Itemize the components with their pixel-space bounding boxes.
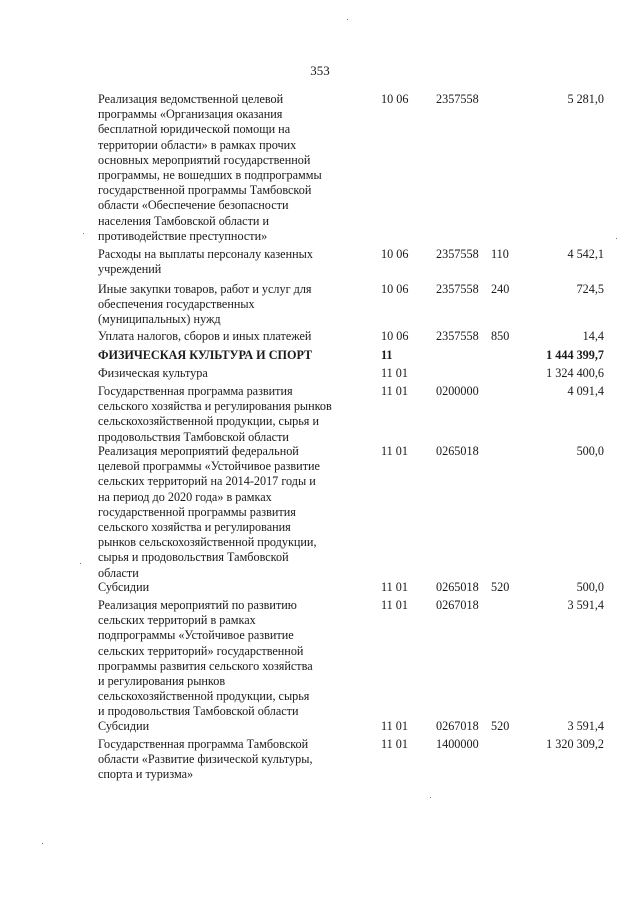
table-row bbox=[98, 92, 604, 244]
description-line: учреждений bbox=[98, 262, 162, 277]
description-line: и регулирования рынков bbox=[98, 674, 226, 689]
description-line: и продовольствия Тамбовской области bbox=[98, 704, 299, 719]
table-row bbox=[98, 247, 604, 277]
row-amount: 724,5 bbox=[576, 282, 604, 296]
row-target-code: 2357558 bbox=[436, 329, 479, 343]
description-line: сельскохозяйственной продукции, сырья bbox=[98, 689, 310, 704]
row-amount: 1 320 309,2 bbox=[546, 737, 604, 751]
row-amount: 5 281,0 bbox=[567, 92, 604, 106]
row-amount: 500,0 bbox=[576, 580, 604, 594]
table-row bbox=[98, 598, 604, 720]
description-line: противодействие преступности» bbox=[98, 228, 268, 243]
row-target-code: 0200000 bbox=[436, 384, 479, 398]
description-line: Уплата налогов, сборов и иных платежей bbox=[98, 329, 312, 343]
description-line: Расходы на выплаты персоналу казенных bbox=[98, 247, 313, 261]
table-row bbox=[98, 348, 604, 363]
description-line: области «Обеспечение безопасности bbox=[98, 198, 289, 213]
table-row bbox=[98, 384, 604, 445]
scan-speck bbox=[42, 843, 43, 844]
row-amount: 500,0 bbox=[576, 444, 604, 458]
row-expense-type-code: 240 bbox=[491, 282, 510, 296]
row-section-code: 11 01 bbox=[381, 366, 408, 380]
row-target-code: 0267018 bbox=[436, 719, 479, 733]
description-line: Государственная программа развития bbox=[98, 384, 293, 398]
row-description bbox=[98, 719, 360, 734]
row-target-code: 2357558 bbox=[436, 247, 479, 261]
row-target-code: 2357558 bbox=[436, 92, 479, 106]
row-description bbox=[98, 366, 360, 381]
scan-speck bbox=[80, 563, 81, 564]
row-target-code: 0265018 bbox=[436, 580, 479, 594]
description-line: сельских территорий на 2014-2017 годы и bbox=[98, 474, 316, 489]
table-row bbox=[98, 329, 604, 344]
table-row bbox=[98, 580, 604, 595]
row-section-code: 10 06 bbox=[381, 247, 409, 261]
row-expense-type-code: 110 bbox=[491, 247, 509, 261]
row-section-code: 11 01 bbox=[381, 580, 408, 594]
table-row bbox=[98, 366, 604, 381]
row-target-code: 1400000 bbox=[436, 737, 479, 751]
page-number: 353 bbox=[310, 63, 330, 78]
description-line: государственной программы развития bbox=[98, 504, 296, 519]
description-line: (муниципальных) нужд bbox=[98, 312, 221, 327]
row-section-code: 11 01 bbox=[381, 719, 408, 733]
row-description bbox=[98, 444, 360, 581]
description-line: основных мероприятий государственной bbox=[98, 152, 311, 167]
scan-speck bbox=[347, 19, 348, 20]
description-line: сельских территорий» государственной bbox=[98, 643, 304, 658]
description-line: Реализация ведомственной целевой bbox=[98, 92, 284, 106]
row-section-code: 11 bbox=[381, 348, 393, 362]
row-section-code: 11 01 bbox=[381, 598, 408, 612]
description-line: Субсидии bbox=[98, 719, 150, 733]
description-line: Государственная программа Тамбовской bbox=[98, 737, 309, 751]
description-line: программы «Организация оказания bbox=[98, 107, 283, 122]
row-target-code: 0265018 bbox=[436, 444, 479, 458]
description-line: бесплатной юридической помощи на bbox=[98, 122, 291, 137]
description-line: сельских территорий в рамках bbox=[98, 613, 256, 628]
description-line: сельского хозяйства и регулирования bbox=[98, 520, 291, 535]
table-row bbox=[98, 719, 604, 734]
row-amount: 14,4 bbox=[582, 329, 604, 343]
description-line: целевой программы «Устойчивое развитие bbox=[98, 459, 320, 474]
description-line: Физическая культура bbox=[98, 366, 208, 380]
row-description bbox=[98, 580, 360, 595]
row-target-code: 2357558 bbox=[436, 282, 479, 296]
row-description bbox=[98, 348, 360, 363]
row-description bbox=[98, 329, 360, 344]
row-amount: 3 591,4 bbox=[567, 598, 604, 612]
description-line: ФИЗИЧЕСКАЯ КУЛЬТУРА И СПОРТ bbox=[98, 348, 313, 362]
description-line: Субсидии bbox=[98, 580, 150, 594]
description-line: спорта и туризма» bbox=[98, 767, 194, 782]
description-line: Иные закупки товаров, работ и услуг для bbox=[98, 282, 312, 296]
description-line: Реализация мероприятий по развитию bbox=[98, 598, 297, 612]
description-line: населения Тамбовской области и bbox=[98, 213, 270, 228]
scan-speck bbox=[430, 797, 431, 798]
row-section-code: 11 01 bbox=[381, 384, 408, 398]
description-line: программы, не вошедших в подпрограммы bbox=[98, 168, 322, 183]
description-line: продовольствия Тамбовской области bbox=[98, 429, 289, 444]
description-line: программы развития сельского хозяйства bbox=[98, 658, 313, 673]
row-section-code: 11 01 bbox=[381, 737, 408, 751]
description-line: государственной программы Тамбовской bbox=[98, 183, 312, 198]
row-section-code: 10 06 bbox=[381, 282, 409, 296]
row-expense-type-code: 520 bbox=[491, 580, 510, 594]
row-amount: 1 444 399,7 bbox=[546, 348, 604, 362]
row-description bbox=[98, 282, 360, 328]
row-amount: 4 091,4 bbox=[567, 384, 604, 398]
row-amount: 3 591,4 bbox=[567, 719, 604, 733]
row-description bbox=[98, 92, 360, 244]
description-line: области bbox=[98, 565, 139, 580]
row-expense-type-code: 520 bbox=[491, 719, 510, 733]
table-row bbox=[98, 282, 604, 328]
description-line: Реализация мероприятий федеральной bbox=[98, 444, 299, 458]
description-line: области «Развитие физической культуры, bbox=[98, 752, 313, 767]
row-amount: 1 324 400,6 bbox=[546, 366, 604, 380]
row-section-code: 10 06 bbox=[381, 329, 409, 343]
description-line: сельского хозяйства и регулирования рынков bbox=[98, 399, 332, 414]
table-row bbox=[98, 444, 604, 581]
row-description bbox=[98, 247, 360, 277]
description-line: сырья и продовольствия Тамбовской bbox=[98, 550, 289, 565]
row-amount: 4 542,1 bbox=[567, 247, 604, 261]
row-section-code: 11 01 bbox=[381, 444, 408, 458]
row-description bbox=[98, 598, 360, 720]
description-line: рынков сельскохозяйственной продукции, bbox=[98, 535, 317, 550]
description-line: на период до 2020 года» в рамках bbox=[98, 489, 272, 504]
table-row bbox=[98, 737, 604, 783]
row-target-code: 0267018 bbox=[436, 598, 479, 612]
row-section-code: 10 06 bbox=[381, 92, 409, 106]
row-description bbox=[98, 737, 360, 783]
row-expense-type-code: 850 bbox=[491, 329, 510, 343]
description-line: сельскохозяйственной продукции, сырья и bbox=[98, 414, 319, 429]
row-description bbox=[98, 384, 360, 445]
scan-speck bbox=[83, 233, 84, 234]
scan-speck bbox=[616, 238, 617, 239]
description-line: территории области» в рамках прочих bbox=[98, 137, 297, 152]
description-line: обеспечения государственных bbox=[98, 297, 255, 312]
description-line: подпрограммы «Устойчивое развитие bbox=[98, 628, 294, 643]
